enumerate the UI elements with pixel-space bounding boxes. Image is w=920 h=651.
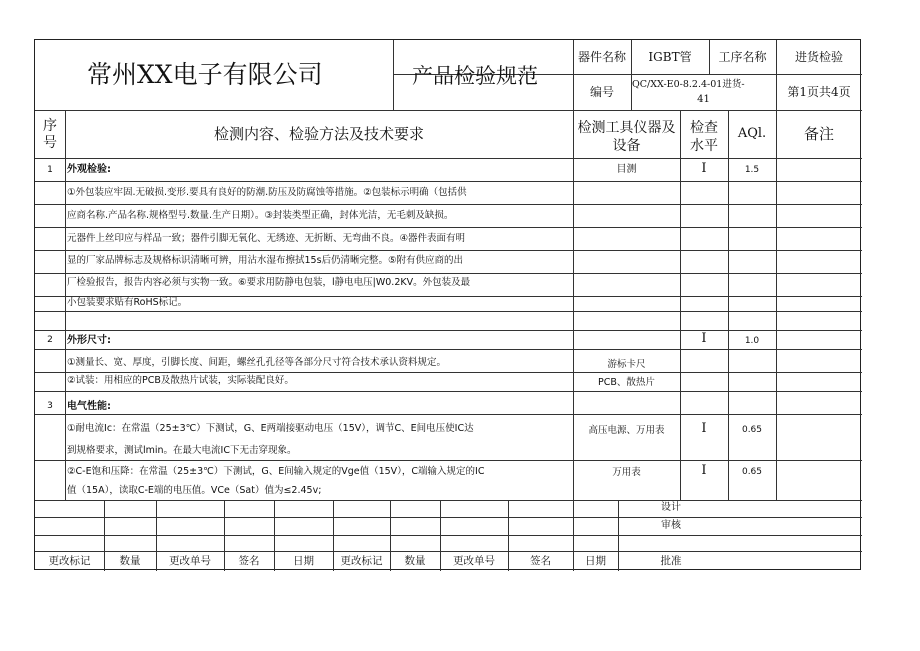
s1-level: I (701, 161, 707, 176)
s2-title: 外形尺寸: (67, 335, 111, 346)
footer-label: 更改单号 (453, 555, 495, 567)
s1-line-5: 厂检验报告，报告内容必须与实物一致。⑥要求用防静电包装，l静电电压|W0.2KV。外包装及最 (67, 277, 471, 288)
rule-s1-title (35, 181, 862, 182)
rule-header-bottom (35, 110, 862, 111)
footer-label: 签名 (530, 555, 551, 567)
rule-s2-a (35, 372, 862, 373)
part-name-label: 器件名称 (577, 50, 626, 64)
s2-aql: 1.0 (744, 336, 760, 346)
s1-line-4: 显的厂家品牌标志及规格标识清晰可辨，用沾水湿布擦拭15s后仍清晰完整。⑤附有供应商的出 (67, 255, 464, 266)
s3-item2-tool: 万用表 (612, 467, 641, 478)
s3-item2-line-2: 值（15A），读取C-E端的电压值。VCe（Sat）值为≤2.45v; (67, 485, 322, 496)
document-title: 产品检验规范 (412, 64, 538, 88)
s2-line-1: ①测量长、宽、厚度，引脚长度、间距，螺丝孔孔径等各部分尺寸符合技术承认资料规定。 (67, 357, 447, 368)
rule-s2-title (35, 349, 862, 350)
s2-number: 2 (47, 335, 53, 345)
rule-v-aql (776, 110, 777, 500)
rule-v-seq (65, 110, 66, 500)
s1-line-2: 应商名称.产品名称.规格型号.数量.生产日期）。③封装类型正确，封体光洁，无毛刺及缺损。 (67, 210, 454, 221)
code-value-suffix: 41 (697, 94, 710, 105)
page-info: 第1页共4页 (787, 85, 851, 99)
s2-level: I (701, 331, 707, 346)
rule-s1-b (35, 227, 862, 228)
rule-s1-d (35, 273, 862, 274)
rule-v-title (393, 40, 394, 110)
s1-aql: 1.5 (744, 165, 760, 175)
s1-line-1: ①外包装应牢固.无破损.变形.要具有良好的防潮.防压及防腐蚀等措施。②包装标示明确（包括供 (67, 187, 467, 198)
s2-tool-1: 游标卡尺 (607, 359, 646, 370)
footer-label: 批准 (660, 555, 682, 567)
col-remark: 备注 (803, 125, 834, 143)
rule-s1-a (35, 204, 862, 205)
s3-item2-level: I (701, 463, 707, 478)
s3-item2-aql: 0.65 (741, 467, 763, 477)
code-label: 编号 (589, 85, 614, 99)
s2-tool-2: PCB、散热片 (598, 377, 655, 388)
rule-s3-title (35, 414, 862, 415)
company-name: 常州XX电子有限公司 (87, 60, 323, 89)
rule-colhead-bottom (35, 158, 862, 159)
process-value: 进货检验 (794, 50, 843, 64)
footer-review: 审核 (661, 520, 681, 531)
code-value: QC/XX-E0-8.2.4-01进货- (632, 79, 745, 90)
col-aql: AQl. (737, 126, 767, 141)
s3-item1-aql: 0.65 (741, 425, 763, 435)
s1-line-3: 元器件上丝印应与样品一致；器件引脚无氧化、无绣迹、无折断、无弯曲不良。④器件表面有明 (67, 233, 466, 244)
footer-label: 更改标记 (48, 555, 91, 567)
col-tools-bottom: 设备 (612, 138, 641, 154)
footer-label: 更改标记 (340, 555, 383, 567)
footer-design: 设计 (661, 502, 681, 513)
col-tools-top: 检测工具仪器及 (577, 120, 676, 136)
col-level-bottom: 水平 (690, 138, 718, 154)
footer-label: 数量 (404, 555, 426, 567)
rule-s3-b (35, 500, 862, 501)
s1-number: 1 (47, 165, 53, 175)
inspection-spec-sheet (34, 39, 861, 570)
rule-footer-c (35, 551, 862, 552)
footer-label: 日期 (585, 555, 606, 567)
s1-title: 外观检验: (67, 164, 111, 175)
s3-item1-line-1: ①耐电流Ic：在常温（25±3℃）下测试，G、E两端接驱动电压（15V），调节C、E间电压使IC达 (67, 423, 474, 434)
s3-item2-line-1: ②C-E饱和压降：在常温（25±3℃）下测试，G、E间输入规定的Vge值（15V），C端输入规定的IC (67, 466, 485, 477)
col-content: 检测内容、检验方法及技术要求 (213, 125, 424, 143)
s3-number: 3 (47, 401, 53, 411)
rule-s2-b (35, 391, 862, 392)
s1-line-6: 小包装要求贴有RoHS标记。 (67, 297, 188, 308)
rule-footer-a (35, 517, 862, 518)
rule-s1-g (35, 330, 862, 331)
footer-label: 更改单号 (169, 555, 211, 567)
rule-s3-a (35, 460, 862, 461)
s3-title: 电气性能: (67, 401, 111, 412)
rule-footer-b (35, 535, 862, 536)
part-name-value: IGBT管 (648, 50, 692, 64)
footer-label: 日期 (293, 555, 314, 567)
rule-s1-f (35, 311, 862, 312)
footer-label: 数量 (119, 555, 141, 567)
s2-line-2: ②试装：用相应的PCB及散热片试装，实际装配良好。 (67, 375, 294, 386)
s1-tool: 目测 (616, 164, 637, 175)
s3-item1-level: I (701, 421, 707, 436)
col-seq-top: 序 (43, 118, 57, 134)
col-seq-bottom: 号 (43, 135, 57, 151)
footer-label: 签名 (238, 555, 260, 567)
process-label: 工序名称 (718, 50, 767, 64)
col-level-top: 检查 (690, 120, 718, 136)
s3-item1-line-2: 到规格要求，测试lmin。在最大电流IC下无击穿现象。 (67, 445, 297, 456)
s3-item1-tool: 高压电源、万用表 (588, 425, 665, 436)
rule-s1-c (35, 250, 862, 251)
